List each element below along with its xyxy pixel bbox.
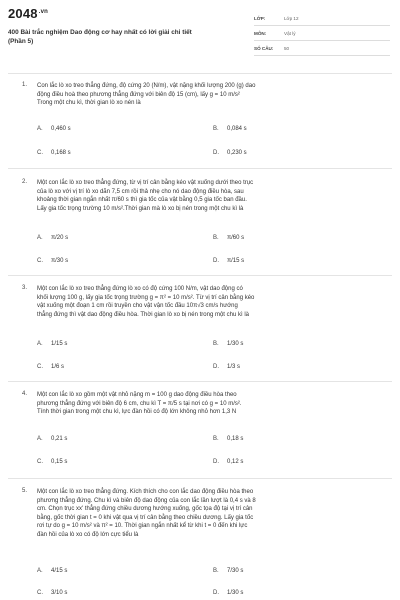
option-a[interactable] [37, 126, 71, 132]
question-divider [8, 168, 392, 169]
option-key: C. [37, 364, 43, 370]
meta-class-label: LỚP: [254, 16, 266, 21]
question-divider [8, 275, 392, 276]
logo-suffix: .vn [38, 8, 49, 15]
option-text: 1/6 s [51, 364, 65, 370]
question-line: vật xuống một đoạn 1 cm rồi truyền cho vật vận tốc đầu 10π√3 cm/s hướng [37, 303, 238, 310]
question-line: cm. Chọn trục xx' thẳng đứng chiều dương hướng xuống, gốc tọa độ tại vị trí cân [37, 506, 253, 513]
question-line: Một con lắc lò xo gồm một vật nhỏ nặng m = 100 g dao động điều hòa theo [37, 392, 237, 398]
option-text: 4/15 s [51, 568, 68, 574]
question-number: 5. [22, 488, 28, 494]
option-key: D. [213, 459, 219, 465]
option-b[interactable] [213, 126, 247, 132]
option-text: 1/3 s [227, 364, 241, 370]
question-line: Lấy gia tốc trọng trường 10 m/s².Thời gian mà lò xo bị nén trong một chu kì là [37, 205, 244, 212]
meta-question-count-value: 50 [284, 46, 290, 51]
option-key: A. [37, 235, 43, 241]
section-divider [8, 73, 392, 74]
question-line: bằng, gốc thời gian t = 0 khi vật qua vị trí cân bằng theo chiều dương. Lấy gia tốc [37, 514, 254, 521]
option-key: B. [213, 235, 219, 241]
option-text: 0,230 s [227, 150, 247, 156]
question-number: 4. [22, 391, 28, 397]
question-line: rơi tự do g = 10 m/s² và π² = 10. Thời gian ngắn nhất kể từ khi t = 0 đến khi lực [37, 523, 248, 530]
option-text: 3/10 s [51, 590, 68, 596]
option-b[interactable] [213, 341, 243, 347]
option-text: 0,460 s [51, 126, 71, 132]
option-a[interactable] [37, 235, 68, 241]
meta-class-value: Lớp 12 [284, 16, 299, 21]
option-text: 1/30 s [227, 590, 244, 596]
question-text [37, 82, 382, 108]
option-text: π/15 s [227, 258, 245, 264]
option-d[interactable] [213, 364, 240, 370]
option-text: 0,21 s [51, 436, 68, 442]
question-divider [8, 381, 392, 382]
option-key: C. [37, 258, 43, 264]
question-line: khối lượng 100 g, lấy gia tốc trọng trường g = π² = 10 m/s². Từ vị trí cân bằng kéo [37, 294, 255, 301]
option-key: A. [37, 436, 43, 442]
option-key: A. [37, 126, 43, 132]
question-line: đàn hồi của lò xo có độ lớn cực tiểu là [37, 531, 139, 538]
option-key: A. [37, 568, 43, 574]
question-text [37, 391, 382, 417]
question-text [37, 285, 382, 319]
question-line: Một con lắc lò xo treo thẳng đứng. Kích thích cho con lắc dao động điều hòa theo [37, 489, 254, 495]
meta-divider [254, 25, 390, 26]
question-line: phương thẳng đứng. Chu kì và biên độ dao động của con lắc lần lượt là 0,4 s và 8 [37, 497, 256, 504]
option-text: 0,168 s [51, 150, 71, 156]
option-text: 0,084 s [227, 126, 247, 132]
option-key: B. [213, 568, 219, 574]
logo-text: 2048 [8, 6, 38, 21]
option-c[interactable] [37, 364, 64, 370]
option-text: 1/30 s [227, 341, 244, 347]
question-text [37, 179, 382, 213]
question-line: Trong một chu kì, thời gian lò xo nén là [37, 100, 141, 107]
option-c[interactable] [37, 150, 71, 156]
option-b[interactable] [213, 436, 243, 442]
option-key: D. [213, 590, 219, 596]
meta-subject-label: MÔN: [254, 31, 267, 36]
meta-class [254, 14, 394, 26]
option-key: C. [37, 150, 43, 156]
question-line: của lò xo với vị trí lò xo dãn 7,5 cm rồi thả nhẹ cho nó dao động điều hòa, sau [37, 188, 244, 195]
option-text: 1/15 s [51, 341, 68, 347]
option-key: C. [37, 459, 43, 465]
question-text [37, 488, 382, 540]
question-line: thẳng đứng thì vật dao động điều hòa. Thời gian lò xo bị nén trong một chu kì là [37, 311, 249, 318]
question-line: Một con lắc lò xo treo thẳng đứng lò xo có độ cứng 100 N/m, vật dao động có [37, 286, 243, 292]
option-a[interactable] [37, 568, 67, 574]
option-text: π/60 s [227, 235, 245, 241]
question-divider [8, 478, 392, 479]
option-d[interactable] [213, 459, 243, 465]
meta-question-count [254, 44, 394, 56]
document-title: 400 Bài trắc nghiệm Dao động cơ hay nhất có lời giải chi tiết (Phần 5) [8, 29, 192, 45]
question-line: khoảng thời gian ngắn nhất π/60 s thì gia tốc của vật bằng 0,5 gia tốc ban đầu. [37, 197, 247, 204]
option-d[interactable] [213, 258, 244, 264]
option-a[interactable] [37, 436, 67, 442]
option-d[interactable] [213, 150, 247, 156]
option-key: B. [213, 341, 219, 347]
question-line: động điều hoà theo phương thẳng đứng với biên độ 15 (cm), lấy g = 10 m/s² [37, 91, 240, 98]
page-header [0, 0, 400, 66]
site-logo[interactable] [8, 6, 48, 21]
option-b[interactable] [213, 235, 244, 241]
option-b[interactable] [213, 568, 243, 574]
question-number: 3. [22, 285, 28, 291]
option-c[interactable] [37, 459, 67, 465]
question-line: phương thẳng đứng với biên độ 6 cm, chu kì T = π/5 s tại nơi có g = 10 m/s². [37, 400, 242, 407]
meta-subject-value: Vật lý [284, 31, 296, 36]
question-line: Tính thời gian trong một chu kì, lực đàn hồi có độ lớn không nhỏ hơn 1,3 N [37, 409, 237, 416]
question-number: 1. [22, 82, 28, 88]
question-line: Một con lắc lò xo treo thẳng đứng, từ vị trí cân bằng kéo vật xuống dưới theo trục [37, 180, 254, 186]
option-d[interactable] [213, 590, 243, 596]
meta-question-count-label: SỐ CÂU: [254, 46, 274, 51]
option-text: 0,12 s [227, 459, 244, 465]
option-text: 0,15 s [51, 459, 68, 465]
question-number: 2. [22, 179, 28, 185]
option-key: D. [213, 258, 219, 264]
option-text: 7/30 s [227, 568, 244, 574]
option-c[interactable] [37, 258, 68, 264]
meta-divider [254, 55, 390, 56]
option-c[interactable] [37, 590, 67, 596]
meta-subject [254, 29, 394, 41]
option-a[interactable] [37, 341, 67, 347]
meta-divider [254, 40, 390, 41]
option-key: C. [37, 590, 43, 596]
option-key: D. [213, 364, 219, 370]
option-key: D. [213, 150, 219, 156]
option-key: A. [37, 341, 43, 347]
option-text: 0,18 s [227, 436, 244, 442]
option-text: π/30 s [51, 258, 69, 264]
option-key: B. [213, 436, 219, 442]
option-text: π/20 s [51, 235, 69, 241]
option-key: B. [213, 126, 219, 132]
question-line: Con lắc lò xo treo thẳng đứng, độ cứng 20 (N/m), vật nặng khối lượng 200 (g) dao [37, 83, 256, 89]
